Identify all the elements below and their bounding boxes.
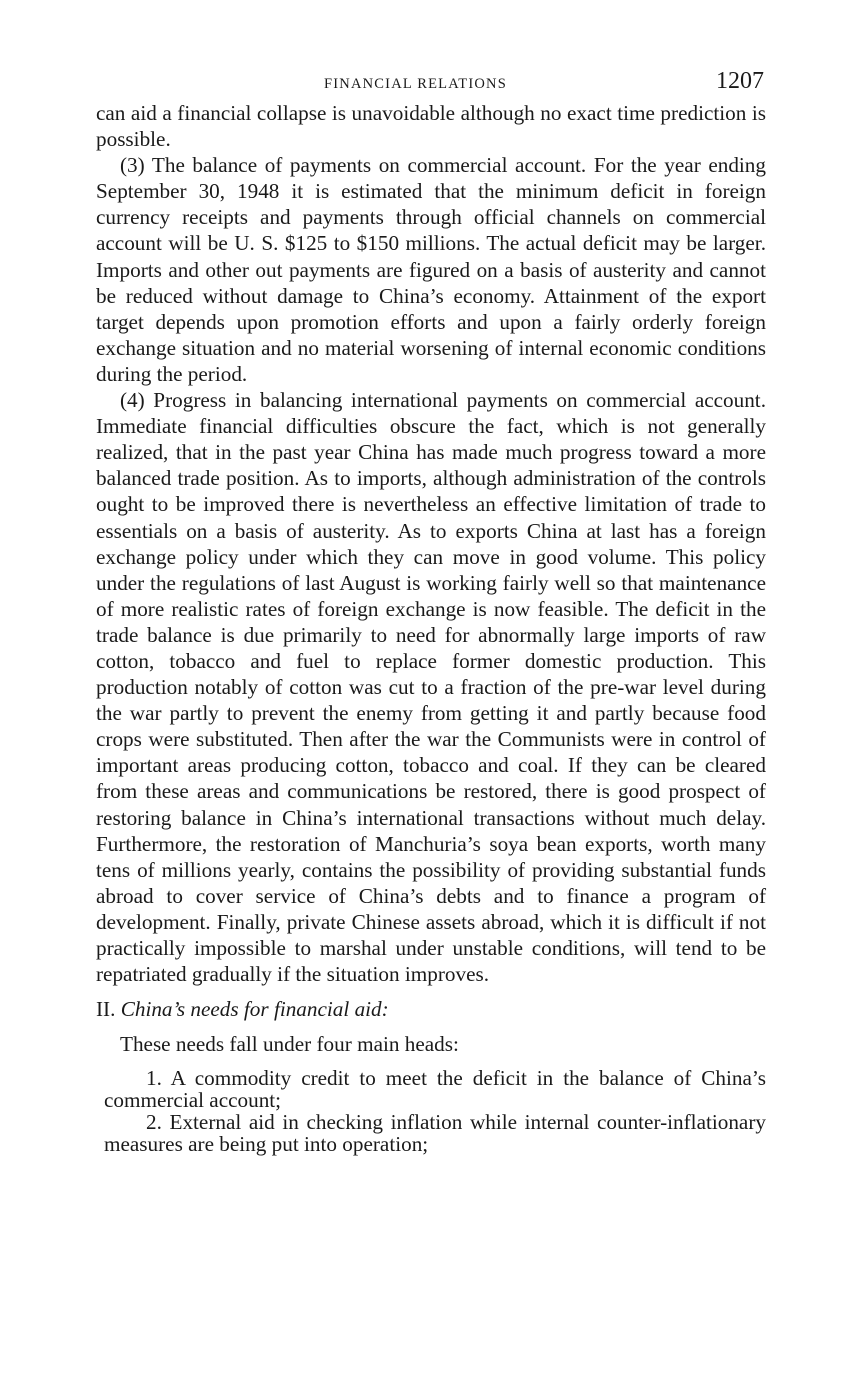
list-item: 2. External aid in checking inflation while internal counter-inflationary measures are being put into operation; [104, 1110, 766, 1157]
section-heading [96, 996, 766, 1022]
paragraph-continuation: can aid a financial collapse is unavoidable although no exact time prediction is possible. [96, 101, 766, 152]
section-intro: These needs fall under four main heads: [120, 1032, 459, 1057]
running-head [96, 66, 766, 100]
paragraph-progress-in-balancing: (4) Progress in balancing international payments on commercial account. Immediate financial difficulties obscure the fact, which is not generally realized, that in the past year China has made much progress toward a more balanced trade position. As to imports, although administration of the controls ought to be improved there is nevertheless an effective limitation of trade to essentials on a basis of austerity. As to exports China at last has a foreign exchange policy under which they can move in good volume. This policy under the regulations of last August is working fairly well so that maintenance of more realistic rates of foreign exchange is now feasible. The deficit in the trade balance is due primarily to need for abnormally large imports of raw cotton, tobacco and fuel to replace former domestic production. This production notably of cotton was cut to a fraction of the pre-war level during the war partly to prevent the enemy from getting it and partly because food crops were substituted. Then after the war the Communists were in control of important areas producing cotton, tobacco and coal. If they can be cleared from these areas and communications be restored, there is good prospect of restoring balance in China’s international transactions without much delay. Furthermore, the restoration of Manchuria’s soya bean exports, worth many tens of millions yearly, contains the possibility of providing substantial funds abroad to cover service of China’s debts and to finance a program of development. Finally, private Chinese assets abroad, which it is difficult if not practically impossible to marshal under unstable conditions, will tend to be repatriated gradually if the situation improves. [96, 388, 766, 987]
running-title: FINANCIAL RELATIONS [324, 76, 507, 92]
paragraph-balance-of-payments: (3) The balance of payments on commercial account. For the year ending September 30, 1948 it is estimated that the minimum deficit in foreign currency receipts and payments through official channels on commercial account will be U. S. $125 to $150 millions. The actual deficit may be larger. Imports and other out payments are figured on a basis of austerity and cannot be reduced without damage to China’s economy. Attainment of the export target depends upon promotion efforts and upon a fairly orderly foreign exchange situation and no material worsening of internal economic conditions during the period. [96, 153, 766, 386]
section-numeral: II. [96, 997, 116, 1022]
section-title: China’s needs for financial aid: [120, 997, 389, 1022]
list-item: 1. A commodity credit to meet the deficit in the balance of China’s commercial account; [104, 1066, 766, 1113]
page-number: 1207 [716, 68, 764, 94]
needs-list [96, 1067, 766, 1155]
body-text [96, 100, 766, 987]
document-page [96, 66, 766, 1155]
